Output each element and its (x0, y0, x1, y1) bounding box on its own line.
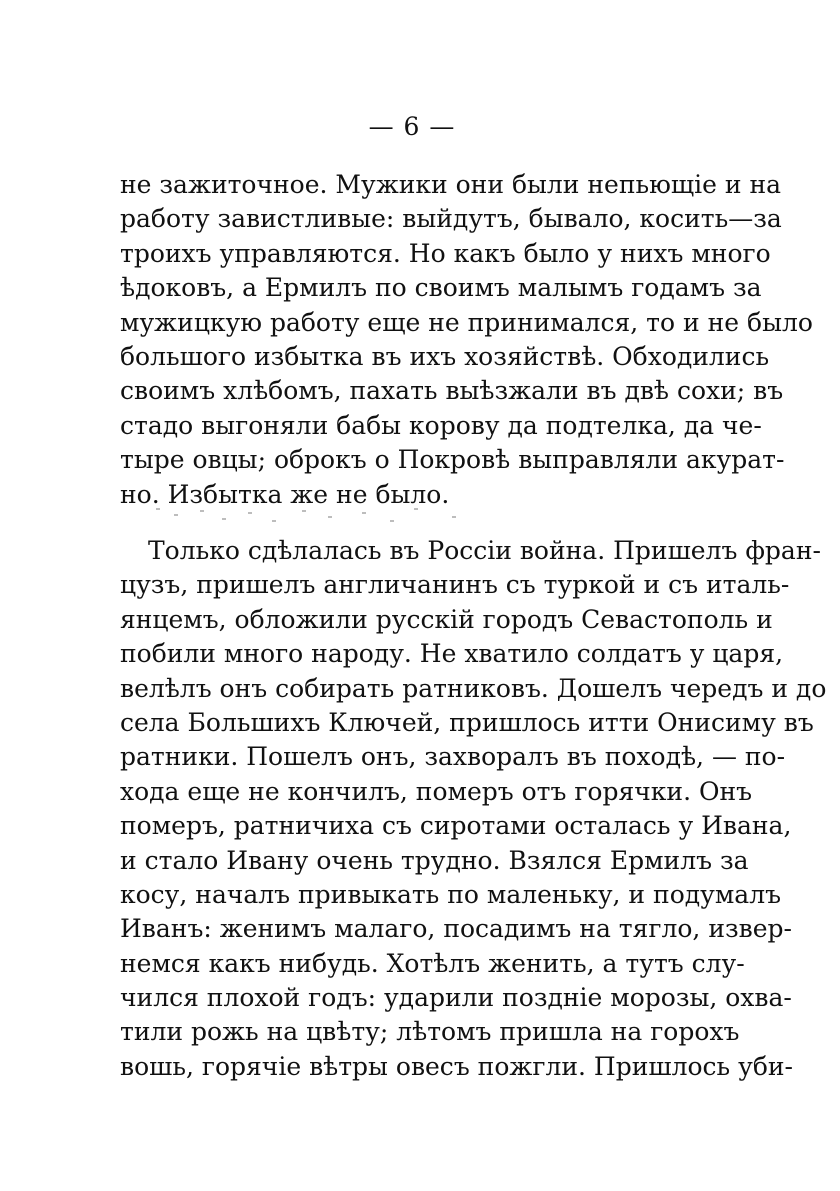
text-line: ѣдоковъ, а Ермилъ по своимъ малымъ годамъ за (120, 273, 762, 303)
text-line: большого избытка въ ихъ хозяйствѣ. Обходились (120, 341, 770, 371)
text-line: померъ, ратничиха съ сиротами осталась у Ивана, (120, 811, 792, 841)
text-line: янцемъ, обложили русскій городъ Севастополь и (120, 604, 773, 634)
paragraph-1 (120, 168, 813, 512)
text-line: вошь, горячіе вѣтры овесъ пожгли. Пришлось уби- (120, 1051, 793, 1081)
text-line: и стало Ивану очень трудно. Взялся Ермилъ за (120, 845, 749, 875)
text-line: села Большихъ Ключей, пришлось итти Онисиму въ (120, 707, 814, 737)
text-line: немся какъ нибудь. Хотѣлъ женить, а тутъ слу- (120, 948, 745, 978)
text-line: тыре овцы; оброкъ о Покровѣ выправляли акурат- (120, 445, 785, 475)
text-line: побили много народу. Не хватило солдатъ у царя, (120, 639, 784, 669)
text-line: косу, началъ привыкать по маленьку, и подумалъ (120, 879, 781, 909)
text-line: но. Избытка же не было. (120, 479, 450, 509)
text-line: не зажиточное. Мужики они были непьющіе и на (120, 170, 782, 199)
text-line: хода еще не кончилъ, померъ отъ горячки. Онъ (120, 776, 753, 806)
text-line: Иванъ: женимъ малаго, посадимъ на тягло, извер- (120, 914, 792, 944)
text-line: ратники. Пошелъ онъ, захворалъ въ походѣ, — по- (120, 742, 786, 772)
text-line: работу завистливые: выйдутъ, бывало, косить—за (120, 204, 782, 234)
page-number: — 6 — (368, 112, 456, 141)
text-line: стадо выгоняли бабы корову да подтелка, да че- (120, 410, 762, 440)
text-line: тили рожь на цвѣту; лѣтомъ пришла на горохъ (120, 1017, 740, 1047)
text-line: Только сдѣлалась въ Россіи война. Пришелъ фран- (148, 536, 821, 565)
text-line: мужицкую работу еще не принимался, то и не было (120, 307, 813, 337)
print-smudge (152, 504, 472, 528)
text-line: велѣлъ онъ собирать ратниковъ. Дошелъ чередъ и до (120, 673, 827, 703)
text-line: своимъ хлѣбомъ, пахать выѣзжали въ двѣ сохи; въ (120, 376, 784, 406)
text-line: чился плохой годъ: ударили поздніе морозы, охва- (120, 983, 792, 1013)
paragraph-2 (120, 534, 827, 1084)
text-line: цузъ, пришелъ англичанинъ съ туркой и съ италь- (120, 570, 790, 600)
text-line: троихъ управляются. Но какъ было у нихъ много (120, 238, 771, 268)
